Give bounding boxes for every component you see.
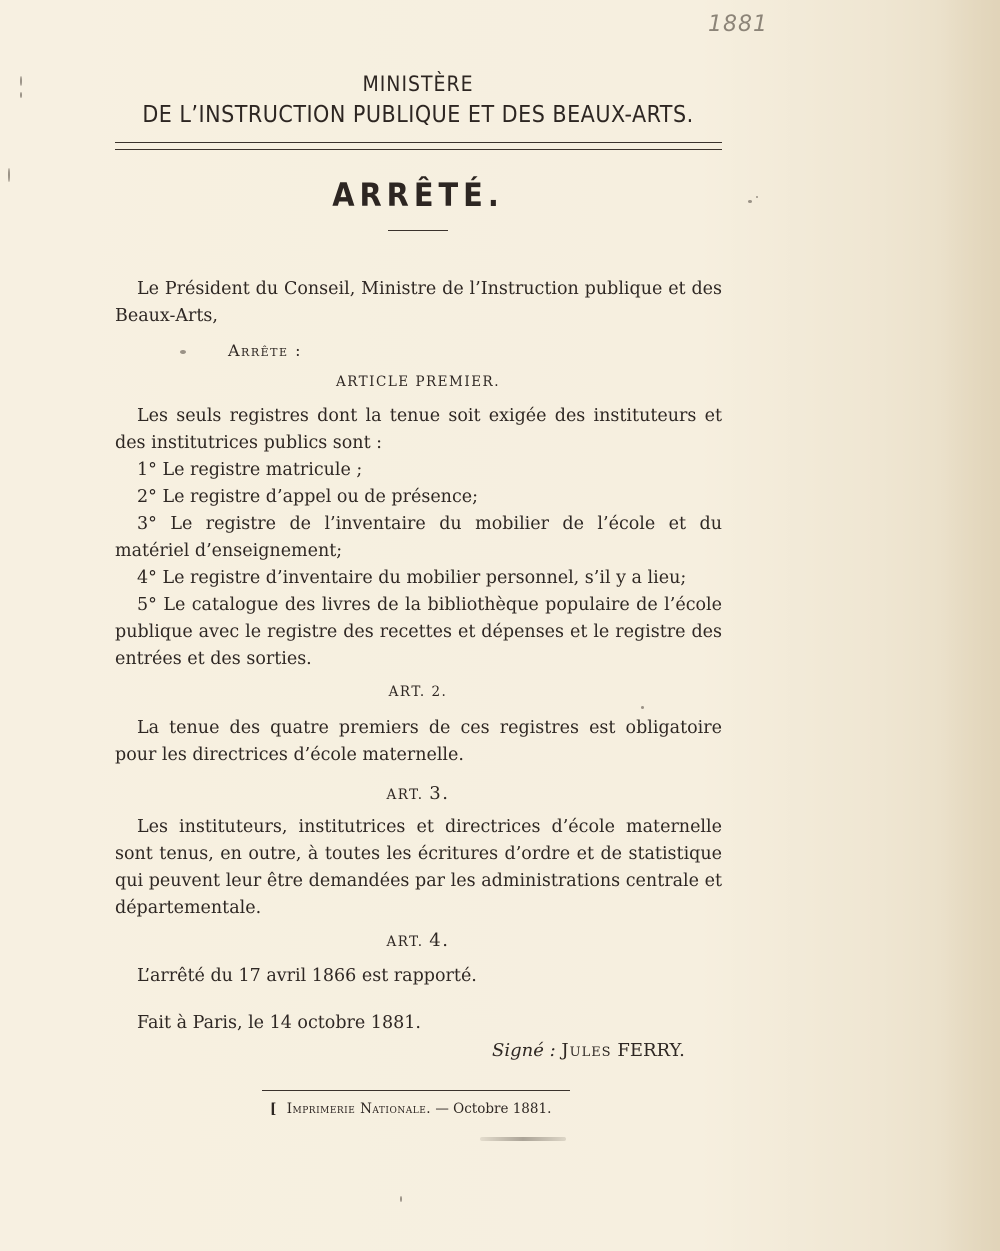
imprint-rule	[262, 1090, 570, 1091]
signature-label: Signé :	[492, 1040, 556, 1061]
done-at-paris: Fait à Paris, le 14 octobre 1881.	[137, 1013, 421, 1033]
paper-speck	[180, 350, 186, 354]
paper-speck	[8, 168, 10, 182]
article-3-number: 3.	[429, 783, 450, 804]
register-item-5: 5° Le catalogue des livres de la bibliothèque populaire de l’école publique avec le registre des recettes et dépenses et le registre des entrées et des sorties.	[115, 595, 722, 669]
article-premier-heading: ARTICLE PREMIER.	[335, 374, 501, 390]
signature-line	[492, 1040, 685, 1061]
paper-speck	[756, 196, 758, 198]
title-underline	[388, 230, 448, 231]
paper-speck	[641, 706, 644, 709]
signature-last-name: FERRY.	[617, 1040, 685, 1061]
document-title: ARRÊTÉ.	[332, 176, 504, 214]
article-2-text: La tenue des quatre premiers de ces registres est obligatoire pour les directrices d’école maternelle.	[115, 718, 722, 765]
paper-speck	[20, 76, 22, 86]
signature-first-name: Jules	[561, 1040, 612, 1061]
arrete-decree-label: Arrête :	[228, 341, 302, 360]
imprint-line	[270, 1101, 551, 1117]
article-2-number: 2.	[431, 684, 448, 700]
article-2-heading	[0, 684, 836, 700]
article-2-prefix: ART.	[388, 684, 426, 700]
article-4-text: L’arrêté du 17 avril 1866 est rapporté.	[137, 966, 477, 986]
article-4-heading	[0, 930, 836, 951]
paper-edge-shadow	[940, 0, 1000, 1251]
printer-mark-icon: [	[270, 1101, 277, 1117]
preamble-paragraph: Le Président du Conseil, Ministre de l’Instruction publique et des Beaux-Arts,	[115, 279, 722, 326]
paper-speck	[400, 1196, 402, 1202]
paper-speck	[20, 92, 22, 98]
ministry-heading-line2: DE L’INSTRUCTION PUBLIQUE ET DES BEAUX-ARTS.	[142, 102, 694, 128]
article-3-text: Les instituteurs, institutrices et directrices d’école maternelle sont tenus, en outre, à toutes les écritures d’ordre et de statistique qui peuvent leur être demandées par les administrations centrale et départementale.	[115, 817, 722, 918]
imprint-date: — Octobre 1881.	[435, 1101, 552, 1117]
double-rule-divider	[115, 142, 722, 150]
paper-speck	[748, 200, 752, 203]
article-premier-intro: Les seuls registres dont la tenue soit exigée des instituteurs et des institutrices publics sont :	[115, 406, 722, 453]
article-3-heading	[0, 783, 836, 804]
article-4-prefix: ART.	[386, 934, 424, 950]
register-item-2: 2° Le registre d’appel ou de présence;	[137, 487, 479, 507]
register-item-4: 4° Le registre d’inventaire du mobilier personnel, s’il y a lieu;	[137, 568, 687, 588]
register-item-1: 1° Le registre matricule ;	[137, 460, 363, 480]
ministry-heading-line1: MINISTÈRE	[362, 72, 474, 96]
article-3-prefix: ART.	[386, 787, 424, 803]
article-4-number: 4.	[429, 930, 450, 951]
imprint-printer: Imprimerie Nationale.	[286, 1101, 432, 1117]
ink-smudge	[480, 1137, 566, 1141]
pencil-annotation: 1881	[708, 12, 768, 37]
register-item-3: 3° Le registre de l’inventaire du mobilier de l’école et du matériel d’enseignement;	[115, 514, 722, 561]
